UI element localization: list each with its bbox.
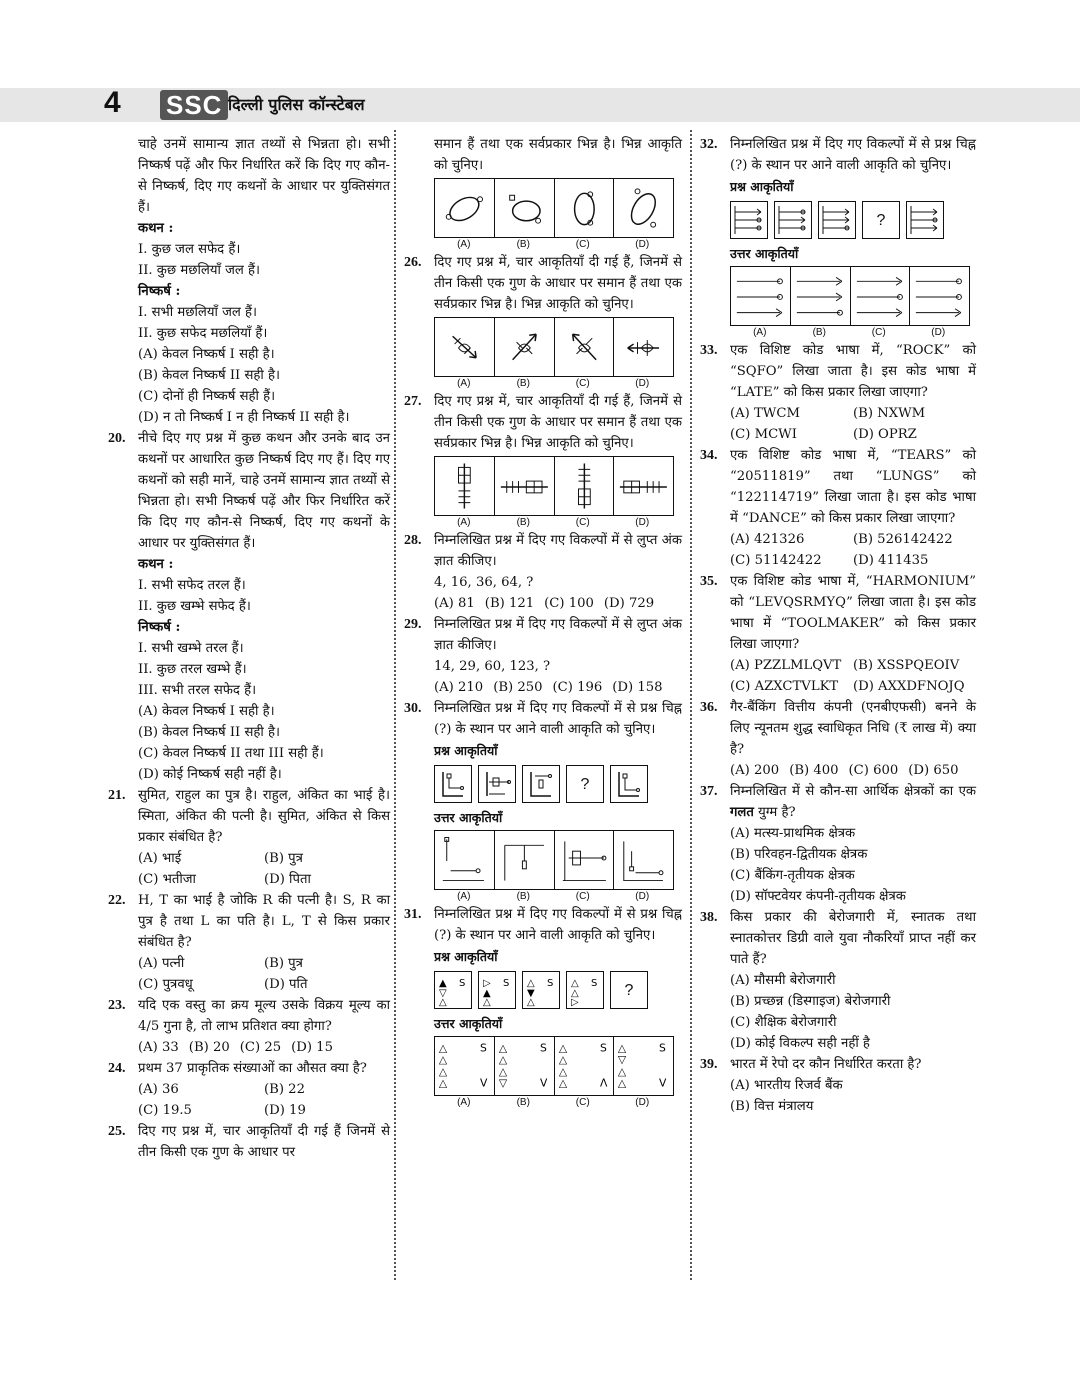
options-row bbox=[700, 529, 976, 550]
figure-option-b bbox=[495, 831, 555, 889]
question-number: 33. bbox=[700, 343, 718, 358]
problem-figures-label: प्रश्न आकृतियाँ bbox=[730, 179, 794, 194]
figure-label: (D) bbox=[635, 1097, 650, 1108]
svg-text:△: △ bbox=[498, 1064, 507, 1078]
options-row bbox=[700, 550, 976, 571]
conclusions-list bbox=[108, 638, 390, 701]
problem-figures-row bbox=[434, 765, 682, 803]
figure-option-a bbox=[435, 831, 495, 889]
svg-text:△: △ bbox=[618, 1076, 627, 1090]
question-30 bbox=[404, 698, 682, 740]
question-number: 36. bbox=[700, 700, 718, 715]
option: (A) मौसमी बेरोजगारी bbox=[730, 973, 836, 988]
option: (D) कोई विकल्प सही नहीं है bbox=[730, 1036, 870, 1051]
question-text: एक विशिष्ट कोड भाषा में, “TEARS” को “20511819” तथा “LUNGS” को “122114719” लिखा जाता है। इस कोड भाषा में “DANCE” को किस प्रकार लिखा जाएगा? bbox=[730, 448, 976, 526]
options-list bbox=[108, 701, 390, 785]
question-text: किस प्रकार की बेरोजगारी में, स्नातक तथा स्नातकोत्तर डिग्री वाले युवा नौकरियाँ प्राप्त नहीं कर पाते हैं? bbox=[730, 910, 976, 967]
figure-option-d bbox=[614, 179, 673, 237]
question-text: निम्नलिखित प्रश्न में दिए गए विकल्पों में से प्रश्न चिह्न (?) के स्थान पर आने वाली आकृति को चुनिए। bbox=[434, 907, 682, 943]
question-text: यदि एक वस्तु का क्रय मूल्य उसके विक्रय मूल्य का 4/5 गुना है, तो लाभ प्रतिशत क्या होगा? bbox=[138, 998, 390, 1034]
option: (A) 421326 bbox=[730, 532, 805, 547]
option: (C) बैंकिंग-तृतीयक क्षेत्रक bbox=[730, 868, 855, 883]
page-title: दिल्ली पुलिस कॉन्स्टेबल bbox=[228, 95, 365, 114]
options-row bbox=[700, 403, 976, 424]
figure-label: (D) bbox=[931, 327, 946, 338]
problem-figure bbox=[522, 971, 560, 1009]
svg-text:S: S bbox=[480, 1041, 487, 1055]
figure-label: (C) bbox=[871, 327, 886, 338]
conclusions-label: निष्कर्ष : bbox=[138, 284, 181, 299]
option: (B) NXWM bbox=[853, 406, 926, 421]
options-list bbox=[700, 823, 976, 907]
svg-text:S: S bbox=[591, 978, 598, 989]
question-number: 24. bbox=[108, 1061, 126, 1076]
svg-text:△: △ bbox=[498, 1041, 507, 1055]
page-number: 4 bbox=[104, 86, 121, 119]
question-32 bbox=[700, 134, 976, 176]
figure-option-b bbox=[495, 179, 555, 237]
figure-option-d bbox=[614, 457, 673, 515]
question-text: नीचे दिए गए प्रश्न में कुछ कथन और उनके बाद उन कथनों पर आधारित कुछ निष्कर्ष दिए गए हैं। दिए गए कथनों को सही मानें, चाहे उनमें सामान्य ज्ञात तथ्यों से भिन्नता हो। सभी निष्कर्ष पढ़ें और फिर निर्धारित करें कि दिए गए कौन-से निष्कर्ष, दिए गए कथनों के आधार पर युक्तिसंगत हैं। bbox=[138, 431, 390, 551]
conclusion: II. कुछ तरल खम्भे हैं। bbox=[138, 662, 247, 677]
figure-option-c bbox=[851, 267, 911, 325]
problem-figures-label: प्रश्न आकृतियाँ bbox=[434, 743, 498, 758]
question-text: सुमित, राहुल का पुत्र है। राहुल, अंकित का भाई है। स्मिता, अंकित की पत्नी है। सुमित, अंकित से किस प्रकार संबंधित है? bbox=[138, 788, 390, 845]
question-number: 31. bbox=[404, 907, 422, 922]
options-row bbox=[108, 848, 390, 869]
options-row bbox=[108, 1037, 390, 1058]
option: (B) 250 bbox=[493, 680, 543, 695]
svg-text:▽: ▽ bbox=[439, 988, 447, 999]
question-34 bbox=[700, 445, 976, 529]
option: (A) भाई bbox=[138, 851, 182, 866]
question-text: निम्नलिखित प्रश्न में दिए गए विकल्पों में से प्रश्न चिह्न (?) के स्थान पर आने वाली आकृति को चुनिए। bbox=[434, 701, 682, 737]
svg-text:Λ: Λ bbox=[599, 1076, 607, 1090]
question-number: 28. bbox=[404, 533, 422, 548]
question-29 bbox=[404, 614, 682, 656]
question-number: 22. bbox=[108, 893, 126, 908]
question-number: 34. bbox=[700, 448, 718, 463]
statement: I. सभी सफेद तरल हैं। bbox=[138, 578, 246, 593]
conclusion: I. सभी खम्भे तरल हैं। bbox=[138, 641, 244, 656]
option: (C) AZXCTVLKT bbox=[730, 679, 839, 694]
figure-labels bbox=[434, 516, 672, 530]
figure-labels bbox=[434, 1096, 672, 1110]
option: (A) पत्नी bbox=[138, 956, 185, 971]
figure-option-d bbox=[614, 831, 673, 889]
problem-figure bbox=[818, 201, 856, 239]
answer-figures-q30 bbox=[434, 830, 674, 890]
option: (A) 81 bbox=[434, 596, 475, 611]
svg-text:V: V bbox=[480, 1076, 488, 1090]
option: (D) सॉफ्टवेयर कंपनी-तृतीयक क्षेत्रक bbox=[730, 889, 906, 904]
figure-option-c bbox=[555, 179, 615, 237]
svg-text:S: S bbox=[659, 1041, 667, 1055]
column-divider bbox=[690, 130, 692, 1280]
svg-text:▼: ▼ bbox=[527, 988, 535, 999]
svg-text:▲: ▲ bbox=[483, 988, 491, 999]
figure-option-a bbox=[435, 1037, 495, 1095]
problem-figure bbox=[730, 201, 768, 239]
option: (B) 121 bbox=[484, 596, 535, 611]
option: (C) 100 bbox=[544, 596, 594, 611]
question-text: निम्नलिखित में से कौन-सा आर्थिक क्षेत्रकों का एक bbox=[730, 784, 976, 799]
figure-option-c bbox=[555, 457, 615, 515]
svg-text:△: △ bbox=[558, 1041, 567, 1055]
figure-option-c bbox=[555, 1037, 615, 1095]
conclusion: III. सभी तरल सफेद हैं। bbox=[138, 683, 257, 698]
svg-text:▲: ▲ bbox=[439, 978, 447, 989]
answer-figures-q32 bbox=[730, 266, 970, 326]
answer-figures-label: उत्तर आकृतियाँ bbox=[434, 810, 503, 825]
svg-text:V: V bbox=[659, 1076, 667, 1090]
question-24 bbox=[108, 1058, 390, 1079]
conclusions-list bbox=[108, 302, 390, 344]
option: (C) 196 bbox=[552, 680, 603, 695]
question-text-emphasis: गलत bbox=[730, 805, 754, 820]
svg-text:S: S bbox=[503, 978, 510, 989]
figure-labels bbox=[434, 238, 672, 252]
question-text: दिए गए प्रश्न में, चार आकृतियाँ दी गई हैं, जिनमें से तीन किसी एक गुण के आधार पर समान हैं तथा एक सर्वप्रकार भिन्न है। भिन्न आकृति को चुनिए। bbox=[434, 394, 682, 451]
svg-text:△: △ bbox=[527, 978, 535, 989]
question-number: 35. bbox=[700, 574, 718, 589]
conclusion: I. सभी मछलियाँ जल हैं। bbox=[138, 305, 258, 320]
problem-figure bbox=[434, 971, 472, 1009]
svg-text:△: △ bbox=[438, 1053, 448, 1067]
option: (B) प्रच्छन्न (डिस्गाइज) बेरोजगारी bbox=[730, 994, 891, 1009]
svg-text:△: △ bbox=[438, 1041, 448, 1055]
figure-option-c bbox=[555, 318, 615, 376]
question-number: 30. bbox=[404, 701, 422, 716]
svg-text:S: S bbox=[539, 1041, 547, 1055]
option: (D) 158 bbox=[612, 680, 663, 695]
svg-text:△: △ bbox=[558, 1076, 567, 1090]
options-row bbox=[404, 593, 682, 614]
question-text: निम्नलिखित प्रश्न में दिए गए विकल्पों में से लुप्त अंक ज्ञात कीजिए। bbox=[434, 533, 682, 569]
question-text: गैर-बैंकिंग वित्तीय कंपनी (एनबीएफसी) बनने के लिए न्यूनतम शुद्ध स्वाधिकृत निधि (₹ लाख में) क्या है? bbox=[730, 700, 976, 757]
svg-text:△: △ bbox=[483, 997, 491, 1008]
figure-labels bbox=[434, 890, 672, 904]
figure-label: (A) bbox=[457, 378, 471, 389]
question-number: 39. bbox=[700, 1057, 718, 1072]
figure-label: (B) bbox=[516, 517, 530, 528]
figure-option-d bbox=[614, 318, 673, 376]
option: (D) 19 bbox=[264, 1103, 306, 1118]
problem-figure bbox=[566, 971, 604, 1009]
options-row bbox=[700, 655, 976, 676]
options-row bbox=[404, 677, 682, 698]
svg-text:▽: ▽ bbox=[618, 1053, 627, 1067]
answer-figures-label: उत्तर आकृतियाँ bbox=[730, 246, 799, 261]
question-number: 23. bbox=[108, 998, 126, 1013]
figure-labels bbox=[730, 326, 968, 340]
question-33 bbox=[700, 340, 976, 403]
column-2 bbox=[404, 134, 682, 1110]
question-number: 21. bbox=[108, 788, 126, 803]
options-row bbox=[700, 424, 976, 445]
options-row bbox=[108, 953, 390, 974]
svg-text:S: S bbox=[547, 978, 554, 989]
question-text: एक विशिष्ट कोड भाषा में, “HARMONIUM” को “LEVQSRMYQ” लिखा जाता है। इस कोड भाषा में “TOOLMAKER” को किस प्रकार लिखा जाएगा? bbox=[730, 574, 976, 652]
figure-label: (C) bbox=[575, 517, 590, 528]
problem-figures-row bbox=[434, 971, 682, 1009]
option: (C) भतीजा bbox=[138, 872, 196, 887]
conclusion: II. कुछ सफेद मछलियाँ हैं। bbox=[138, 326, 268, 341]
answer-figures-label: उत्तर आकृतियाँ bbox=[434, 1016, 503, 1031]
option: (D) 15 bbox=[291, 1040, 333, 1055]
options-row bbox=[108, 974, 390, 995]
figure-row-q27 bbox=[434, 456, 674, 516]
figure-label: (D) bbox=[635, 378, 650, 389]
figure-option-a bbox=[435, 318, 495, 376]
figure-row-q26 bbox=[434, 317, 674, 377]
svg-text:△: △ bbox=[618, 1064, 627, 1078]
figure-label: (B) bbox=[516, 378, 530, 389]
column-3 bbox=[700, 134, 976, 1117]
svg-text:△: △ bbox=[438, 1076, 448, 1090]
continued-text: चाहे उनमें सामान्य ज्ञात तथ्यों से भिन्नता हो। सभी निष्कर्ष पढ़ें और फिर निर्धारित करें कि दिए गए कौन-से निष्कर्ष, दिए गए कथनों के आधार पर युक्तिसंगत हैं। bbox=[138, 137, 390, 215]
question-number: 37. bbox=[700, 784, 718, 799]
question-28 bbox=[404, 530, 682, 572]
statement: I. कुछ जल सफेद हैं। bbox=[138, 242, 241, 257]
question-31 bbox=[404, 904, 682, 946]
question-26 bbox=[404, 252, 682, 315]
option: (A) PZZLMLQVT bbox=[730, 658, 842, 673]
options-list bbox=[700, 1075, 976, 1117]
question-39 bbox=[700, 1054, 976, 1075]
option: (A) मत्स्य-प्राथमिक क्षेत्रक bbox=[730, 826, 856, 841]
problem-figure bbox=[610, 765, 648, 803]
question-text: निम्नलिखित प्रश्न में दिए गए विकल्पों में से लुप्त अंक ज्ञात कीजिए। bbox=[434, 617, 682, 653]
figure-option-d bbox=[910, 267, 969, 325]
question-37 bbox=[700, 781, 976, 823]
option: (B) 20 bbox=[188, 1040, 230, 1055]
question-number: 26. bbox=[404, 255, 422, 270]
figure-label: (A) bbox=[457, 1097, 471, 1108]
svg-text:△: △ bbox=[438, 1064, 448, 1078]
conclusions-label: निष्कर्ष : bbox=[138, 620, 181, 635]
question-number: 27. bbox=[404, 394, 422, 409]
question-mark-box bbox=[862, 201, 900, 239]
question-35 bbox=[700, 571, 976, 655]
figure-label: (B) bbox=[812, 327, 826, 338]
question-number: 29. bbox=[404, 617, 422, 632]
question-text: दिए गए प्रश्न में, चार आकृतियाँ दी गई हैं जिनमें से तीन किसी एक गुण के आधार पर bbox=[138, 1124, 390, 1160]
option: (D) पिता bbox=[264, 872, 311, 887]
svg-text:△: △ bbox=[618, 1041, 627, 1055]
problem-figure bbox=[478, 971, 516, 1009]
figure-option-a bbox=[435, 179, 495, 237]
problem-figure bbox=[434, 765, 472, 803]
options-row bbox=[108, 869, 390, 890]
problem-figures-row bbox=[730, 201, 976, 239]
question-number: 38. bbox=[700, 910, 718, 925]
question-text: निम्नलिखित प्रश्न में दिए गए विकल्पों में से प्रश्न चिह्न (?) के स्थान पर आने वाली आकृति को चुनिए। bbox=[730, 137, 976, 173]
figure-option-b bbox=[495, 457, 555, 515]
svg-text:▷: ▷ bbox=[571, 997, 579, 1008]
option: (B) XSSPQEOIV bbox=[853, 658, 960, 673]
question-21 bbox=[108, 785, 390, 848]
svg-text:▽: ▽ bbox=[498, 1076, 507, 1090]
option: (D) न तो निष्कर्ष I न ही निष्कर्ष II सही है। bbox=[138, 410, 350, 425]
figure-label: (D) bbox=[635, 891, 650, 902]
option: (C) MCWI bbox=[730, 427, 797, 442]
option: (D) 411435 bbox=[853, 553, 929, 568]
option: (B) 526142422 bbox=[853, 532, 953, 547]
svg-text:S: S bbox=[599, 1041, 607, 1055]
svg-text:△: △ bbox=[439, 997, 447, 1008]
figure-option-c bbox=[555, 831, 615, 889]
figure-label: (B) bbox=[516, 891, 530, 902]
problem-figure bbox=[478, 765, 516, 803]
option: (C) केवल निष्कर्ष II तथा III सही हैं। bbox=[138, 746, 324, 761]
question-mark-box bbox=[566, 765, 604, 803]
problem-figure bbox=[522, 765, 560, 803]
option: (A) भारतीय रिजर्व बैंक bbox=[730, 1078, 843, 1093]
svg-text:S: S bbox=[459, 978, 466, 989]
options-row bbox=[108, 1079, 390, 1100]
figure-option-a bbox=[731, 267, 791, 325]
question-number: 25. bbox=[108, 1124, 126, 1139]
statements-list bbox=[108, 239, 390, 281]
figure-label: (A) bbox=[753, 327, 767, 338]
figure-option-d bbox=[614, 1037, 673, 1095]
question-mark: ? bbox=[876, 211, 886, 229]
svg-text:V: V bbox=[539, 1076, 548, 1090]
question-text: एक विशिष्ट कोड भाषा में, “ROCK” को “SQFO” लिखा जाता है। इस कोड भाषा में “LATE” को किस प्रकार लिखा जाएगा? bbox=[730, 343, 976, 400]
option: (A) 36 bbox=[138, 1082, 179, 1097]
svg-text:△: △ bbox=[498, 1053, 507, 1067]
options-list bbox=[700, 970, 976, 1054]
option: (A) 200 bbox=[730, 763, 780, 778]
ssc-logo: SSC bbox=[160, 90, 228, 120]
number-series: 14, 29, 60, 123, ? bbox=[434, 659, 551, 674]
problem-figure bbox=[906, 201, 944, 239]
statements-label: कथन : bbox=[138, 221, 174, 236]
question-text: युग्म है? bbox=[753, 805, 796, 820]
problem-figures-label: प्रश्न आकृतियाँ bbox=[434, 949, 498, 964]
question-mark: ? bbox=[624, 981, 634, 999]
option: (D) पति bbox=[264, 977, 308, 992]
options-row bbox=[700, 676, 976, 697]
svg-text:▷: ▷ bbox=[483, 978, 491, 989]
figure-label: (C) bbox=[575, 891, 590, 902]
option: (B) केवल निष्कर्ष II सही है। bbox=[138, 368, 280, 383]
figure-row-q25 bbox=[434, 178, 674, 238]
figure-label: (A) bbox=[457, 517, 471, 528]
column-1 bbox=[108, 134, 390, 1163]
question-text: H, T का भाई है जोकि R की पत्नी है। S, R का पुत्र है तथा L का पति है। L, T से किस प्रकार संबंधित है? bbox=[138, 893, 390, 950]
option: (C) 19.5 bbox=[138, 1103, 192, 1118]
option: (D) AXXDFNOJQ bbox=[853, 679, 965, 694]
question-mark-box bbox=[610, 971, 648, 1009]
figure-label: (A) bbox=[457, 239, 471, 250]
statement: II. कुछ मछलियाँ जल हैं। bbox=[138, 263, 261, 278]
option: (B) 400 bbox=[789, 763, 839, 778]
figure-label: (C) bbox=[575, 239, 590, 250]
svg-text:△: △ bbox=[571, 988, 579, 999]
option: (A) 33 bbox=[138, 1040, 179, 1055]
option: (A) केवल निष्कर्ष I सही है। bbox=[138, 704, 275, 719]
svg-text:△: △ bbox=[571, 978, 579, 989]
option: (B) पुत्र bbox=[264, 956, 303, 971]
figure-option-b bbox=[495, 1037, 555, 1095]
figure-label: (A) bbox=[457, 891, 471, 902]
question-mark: ? bbox=[580, 775, 590, 793]
option: (D) OPRZ bbox=[853, 427, 917, 442]
question-number: 32. bbox=[700, 137, 718, 152]
options-row bbox=[108, 1100, 390, 1121]
number-series: 4, 16, 36, 64, ? bbox=[434, 575, 534, 590]
question-text: दिए गए प्रश्न में, चार आकृतियाँ दी गई हैं, जिनमें से तीन किसी एक गुण के आधार पर समान हैं तथा एक सर्वप्रकार भिन्न है। भिन्न आकृति को चुनिए। bbox=[434, 255, 682, 312]
figure-label: (C) bbox=[575, 378, 590, 389]
question-25 bbox=[108, 1121, 390, 1163]
figure-label: (C) bbox=[575, 1097, 590, 1108]
option: (B) परिवहन-द्वितीयक क्षेत्रक bbox=[730, 847, 868, 862]
figure-option-a bbox=[435, 457, 495, 515]
option: (B) 22 bbox=[264, 1082, 305, 1097]
figure-option-b bbox=[495, 318, 555, 376]
options-row bbox=[700, 760, 976, 781]
option: (D) 729 bbox=[603, 596, 655, 611]
question-38 bbox=[700, 907, 976, 970]
svg-text:△: △ bbox=[558, 1064, 567, 1078]
column-divider bbox=[394, 130, 396, 1280]
option: (C) दोनों ही निष्कर्ष सही हैं। bbox=[138, 389, 276, 404]
figure-label: (D) bbox=[635, 239, 650, 250]
option: (C) 51142422 bbox=[730, 553, 822, 568]
statement: II. कुछ खम्भे सफेद हैं। bbox=[138, 599, 251, 614]
question-27 bbox=[404, 391, 682, 454]
question-36 bbox=[700, 697, 976, 760]
option: (B) वित्त मंत्रालय bbox=[730, 1099, 814, 1114]
answer-figures-q31 bbox=[434, 1036, 674, 1096]
option: (A) 210 bbox=[434, 680, 484, 695]
option: (A) TWCM bbox=[730, 406, 800, 421]
question-22 bbox=[108, 890, 390, 953]
statements-list bbox=[108, 575, 390, 617]
statements-label: कथन : bbox=[138, 557, 174, 572]
problem-figure bbox=[774, 201, 812, 239]
svg-text:△: △ bbox=[558, 1053, 567, 1067]
figure-labels bbox=[434, 377, 672, 391]
option: (D) कोई निष्कर्ष सही नहीं है। bbox=[138, 767, 282, 782]
option: (B) पुत्र bbox=[264, 851, 303, 866]
question-text: प्रथम 37 प्राकृतिक संख्याओं का औसत क्या है? bbox=[138, 1061, 367, 1076]
option: (B) केवल निष्कर्ष II सही है। bbox=[138, 725, 280, 740]
option: (C) पुत्रवधू bbox=[138, 977, 193, 992]
option: (C) शैक्षिक बेरोजगारी bbox=[730, 1015, 837, 1030]
question-23 bbox=[108, 995, 390, 1037]
continued-text: समान हैं तथा एक सर्वप्रकार भिन्न है। भिन्न आकृति को चुनिए। bbox=[434, 137, 682, 173]
option: (C) 25 bbox=[239, 1040, 282, 1055]
question-number: 20. bbox=[108, 431, 126, 446]
option: (C) 600 bbox=[848, 763, 899, 778]
figure-option-b bbox=[791, 267, 851, 325]
question-text: भारत में रेपो दर कौन निर्धारित करता है? bbox=[730, 1057, 922, 1072]
svg-text:△: △ bbox=[527, 997, 535, 1008]
question-20 bbox=[108, 428, 390, 554]
figure-label: (D) bbox=[635, 517, 650, 528]
options-list bbox=[108, 344, 390, 428]
figure-label: (B) bbox=[516, 1097, 530, 1108]
option: (D) 650 bbox=[908, 763, 959, 778]
figure-label: (B) bbox=[516, 239, 530, 250]
option: (A) केवल निष्कर्ष I सही है। bbox=[138, 347, 275, 362]
